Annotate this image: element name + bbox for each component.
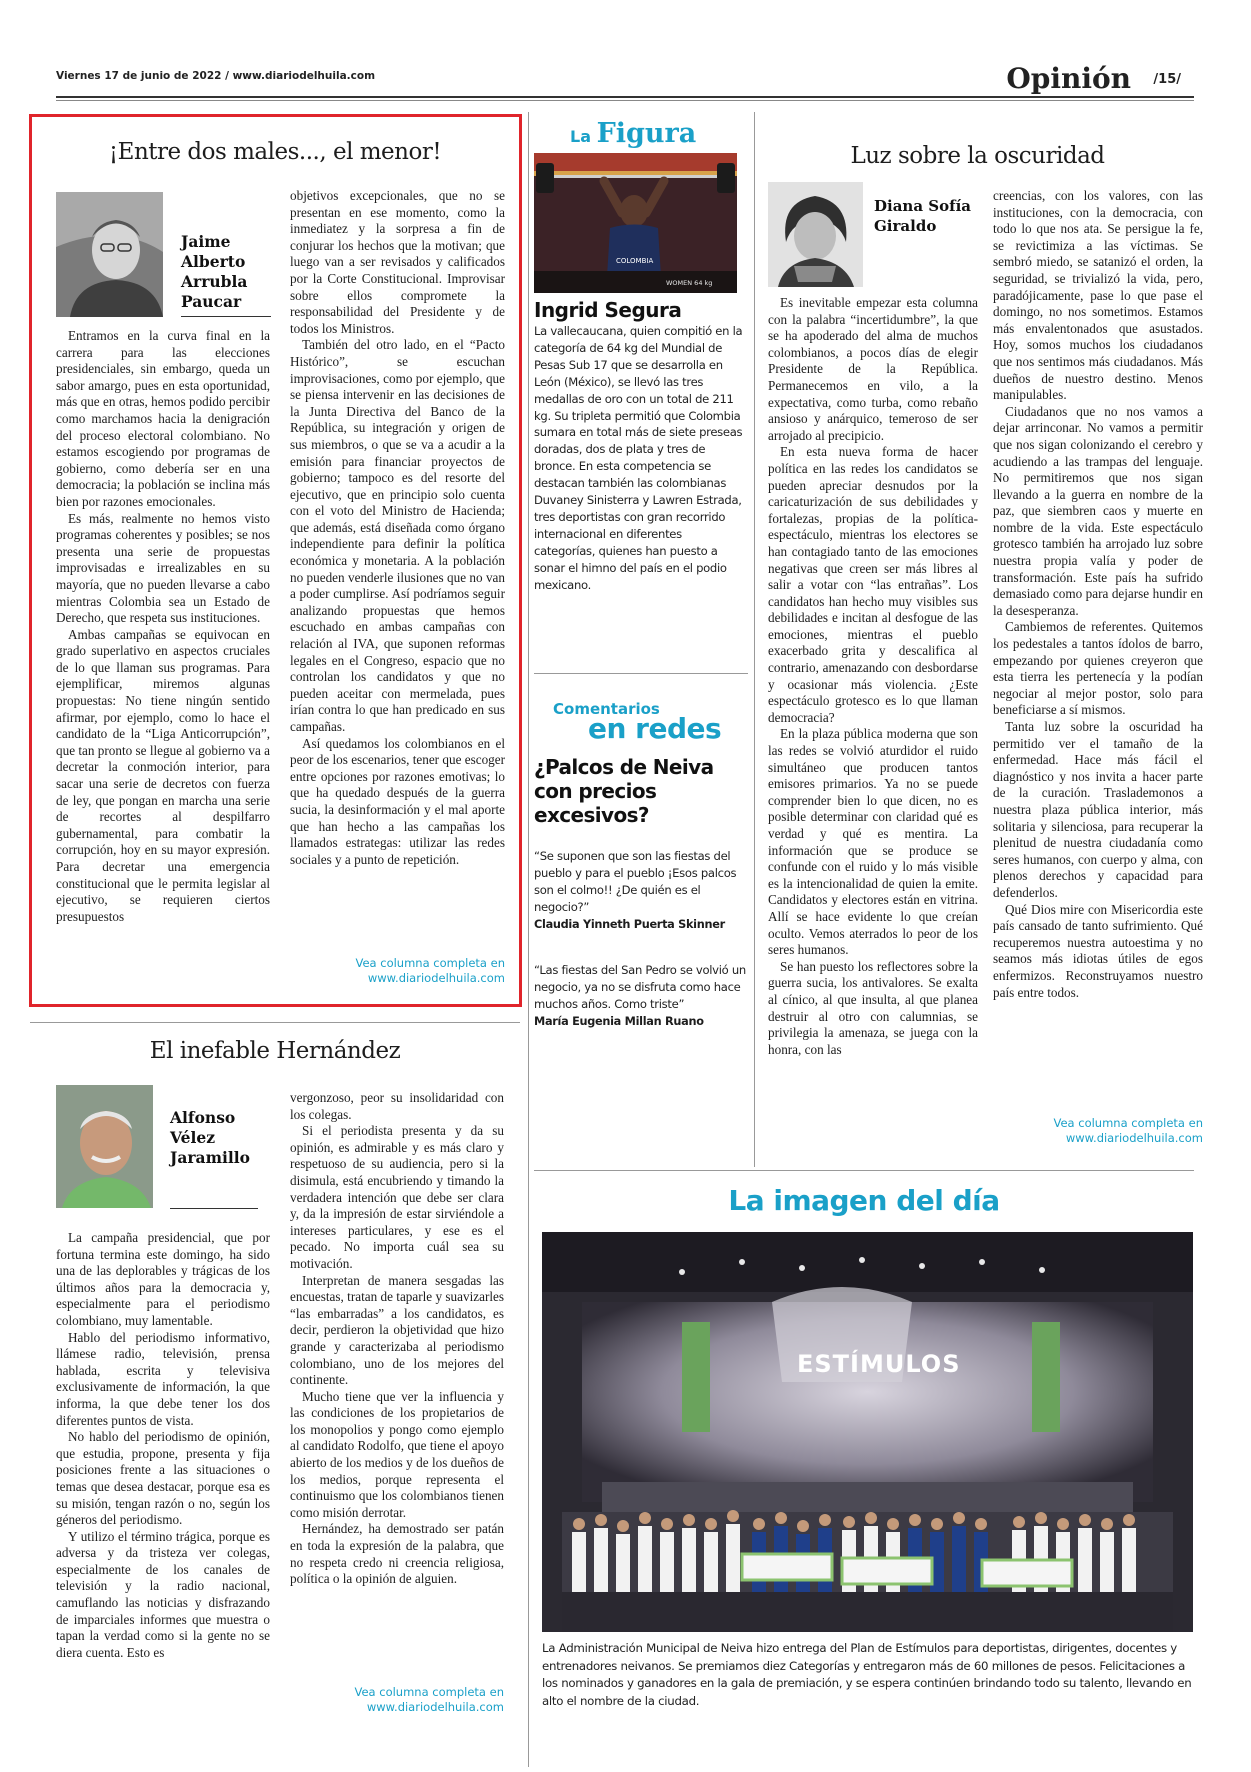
paragraph: Ciudadanos que no nos vamos a dejar arrinconar. No vamos a permitir que nos sigan colonizando el cerebro y acudiendo a las trampas del lenguaje. No permitiremos que nos sigan llevando a la guerra en nombre de la paz, que siembren caos y muerte en nombre de la vida. Este espectáculo grotesco también ha arrojado luz sobre nuestra propia valía y poder de transformación. Este país ha sufrido demasiado como para dejarse hundir en la desesperanza. — [993, 403, 1203, 618]
imagen-photo — [542, 1232, 1193, 1632]
paragraph: creencias, con los valores, con las instituciones, con la democracia, con todo lo que nos ata. Se persigue la fe, se revictimiza a las víctimas. Se sembró miedo, se satanizó el orden, la seguridad, se trivializó la vida, pero, paradójicamente, pase lo que pase el domingo, no nos sometimos. Estamos más envalentonados que asustados. Hoy, somos muchos los ciudadanos que nos sentimos más ciudadanos. Más dueños de nuestro destino. Menos manipulables. — [993, 188, 1203, 403]
imagen-caption: La Administración Municipal de Neiva hizo entrega del Plan de Estímulos para deportistas, dirigentes, docentes y entrenadores neivanos. Se premiamos diez Categorías y entregaron más de 60 millones de pesos. Felicitaciones a los nominados y ganadores en la gala de premiación, y se espera continúen brindando todo su talento, llevando en alto el nombre de la ciudad. — [542, 1641, 1192, 1708]
col3-title: Luz sobre la oscuridad — [850, 143, 1105, 169]
link-label[interactable]: Vea columna completa en — [354, 1685, 504, 1699]
paragraph: Tanta luz sobre la oscuridad ha permitido ver el tamaño de la enfermedad. Hace más fácil el diagnóstico y nos invita a hacer parte de la curación. Traslademonos a nuestra plaza pública interior, más solitaria y silenciosa, para recuperar la plenitud de nuestra ciudadanía como seres humanos, con cuerpo y alma, con plenos derechos y capacidad para defenderlos. — [993, 719, 1203, 900]
redes-comment — [534, 962, 746, 1028]
paragraph: Ambas campañas se equivocan en grado superlativo en aspectos cruciales de lo que llaman sus programas. Para ejemplificar, miremos algunas propuestas: No tiene ningún sentido afirmar, por ejemplo, como lo hace el candidato de la “Liga Anticorrupción”, que tan pronto se llegue al gobierno va a decretar la conmoción interior, para sacar una serie de decretos con fuerza de ley, que pongan en marcha una serie de recortes al despilfarro gubernamental, para combatir la corrupción, hoy en su mayor expresión. Para decretar una emergencia constitucional que le permita legislar al ejecutivo, se requieren ciertos presupuestos — [56, 626, 270, 924]
col2-right-text — [290, 1090, 504, 1588]
col2-top-divider — [30, 1022, 520, 1023]
figura-text: La vallecaucana, quien compitió en la categoría de 64 kg del Mundial de Pesas Sub 17 que se desarrolla en León (México), se llevó las tres medallas de oro con un total de 211 kg. Su tripleta permitió que Colombia sumara en total más de siete preseas doradas, dos de plata y tres de bronce. En esta competencia se destacan también las colombianas Duvaney Sinisterra y Lawren Estrada, tres deportistas con gran recorrido internacional en diferentes categorías, quienes han puesto a sonar el himno del país en el podio mexicano. — [534, 324, 743, 592]
paragraph: Mucho tiene que ver la influencia y las condiciones de los propietarios de los monopolios y pongo como ejemplo al candidato Rodolfo, que tiene el apoyo abierto de los medios y de los dueños de los medios, porque representa el continuismo que los colombianos tienen como misión derrotar. — [290, 1388, 504, 1520]
author-name-line: Jaime — [181, 232, 231, 251]
author-underline — [181, 316, 271, 317]
photo-banner-text: WOMEN 64 kg — [666, 279, 713, 287]
col3-author-photo — [768, 182, 863, 287]
author-name-line: Arrubla — [181, 272, 248, 291]
author-name-line: Alberto — [181, 252, 246, 271]
author-name-line: Jaramillo — [170, 1148, 250, 1167]
link-url[interactable]: www.diariodelhuila.com — [366, 1700, 504, 1714]
col1-right-text — [290, 188, 505, 868]
column-divider-2 — [754, 112, 755, 1167]
redes-headline: ¿Palcos de Neiva con precios excesivos? — [534, 755, 714, 827]
comment-author: María Eugenia Millan Ruano — [534, 1014, 704, 1028]
paragraph: En esta nueva forma de hacer política en las redes los candidatos se pueden apreciar desnudos por la caricaturización de sus debilidades y fortalezas, propias de la política-espectáculo, mientras los electores se han contagiado tanto de las emociones negativas que creen ser más libres al salir a votar con “las entrañas”. Los candidatos han hecho muy visibles sus debilidades e incitan al desfogue de las emociones, mientras el pueblo exacerbado grita y descalifica al contrario, amenazando con desbordarse y ocasionar más violencia. ¿Este espectáculo grotesco es lo que llaman democracia? — [768, 444, 978, 725]
col3-left-text — [768, 295, 978, 1058]
header-date-line: Viernes 17 de junio de 2022 / www.diariodelhuila.com — [56, 70, 376, 82]
col1-left-text — [56, 328, 270, 925]
figura-kicker: La — [570, 127, 591, 146]
comment-text: “Las fiestas del San Pedro se volvió un negocio, ya no se disfruta como hace muchos años. Como triste” — [534, 963, 746, 1011]
col1-author-name — [181, 232, 247, 312]
col1-author-photo — [56, 192, 163, 317]
page-number: /15/ — [1153, 72, 1181, 87]
author-name-line: Paucar — [181, 292, 242, 311]
paragraph: La campaña presidencial, que por fortuna termina este domingo, ha sido una de las deplorables y trágicas de los últimos años para la democracia y, especialmente para el periodismo colombiano, muy lamentable. — [56, 1230, 270, 1328]
author-portrait-icon — [56, 192, 163, 317]
author-name-line: Vélez — [170, 1128, 216, 1147]
paragraph: Si el periodista presenta y da su opinión, es admirable y es más claro y respetuoso de su audiencia, pero si la disimula, está encubriendo y timando la verdadera intención que debe ser clara y, da la impresión de estar sirviéndole a intereses particulares, y ese es el pecado. No importa cuál sea su motivación. — [290, 1123, 504, 1271]
imagen-title: La imagen del día — [728, 1184, 1000, 1217]
link-url[interactable]: www.diariodelhuila.com — [367, 971, 505, 985]
section-title: Opinión — [1006, 62, 1131, 95]
header-rule-thin — [56, 100, 1194, 101]
paragraph: En la plaza pública moderna que son las redes se volvió aturdidor el ruido simultáneo que producen tantos emisores primarios. Ya no se puede comprender bien lo que dicen, no es posible determinar con claridad qué es verdad y qué es mentira. La información que se produce se confunde con el ruido y lo más visible es la intencionalidad de quien la emite. Candidatos y electores están en vitrina. Allí se hace evidente lo que creían oculto. Vemos aterrados lo peor de los seres humanos. — [768, 726, 978, 958]
column-divider-1 — [528, 112, 529, 1767]
comment-text: “Se suponen que son las fiestas del pueblo y para el pueblo ¡Esos palcos son el colmo!! ¿De quién es el negocio?” — [534, 849, 737, 914]
photo-shirt-text: COLOMBIA — [616, 257, 654, 265]
paragraph: Hablo del periodismo informativo, llámese radio, televisión, prensa hablada, escrita y televisiva exclusivamente de información, la que informa, la que debe tener los dos diferentes puntos de vista. — [56, 1329, 270, 1428]
paragraph: Se han puesto los reflectores sobre la guerra sucia, los antivalores. Se exalta al cínico, al que insulta, al que planea destruir al otro con calumnias, se privilegia la amenaza, se juega con la honra, con las — [768, 958, 978, 1057]
weightlifter-photo-icon — [534, 153, 737, 293]
imagen-top-divider — [534, 1170, 1194, 1171]
author-underline — [170, 1208, 258, 1209]
col3-link[interactable] — [993, 1116, 1203, 1146]
author-portrait-icon — [768, 182, 863, 287]
redes-kicker: Comentarios — [553, 700, 660, 718]
col2-link[interactable] — [290, 1685, 504, 1715]
link-label[interactable]: Vea columna completa en — [355, 956, 505, 970]
link-label[interactable]: Vea columna completa en — [1053, 1116, 1203, 1130]
paragraph: También del otro lado, en el “Pacto Histórico”, se escuchan improvisaciones, como por ejemplo, que se piensa intervenir en las decisiones de la Junta Directiva del Banco de la República, su integración y origen de sus miembros, o que se va a acudir a la emisión para financiar proyectos de gobierno; tampoco es del resorte del ejecutivo, que en principio solo cuenta con el voto del Ministro de Hacienda; que además, está diseñada como órgano independiente para definir la política económica y monetaria. A la población no pueden venderle ilusiones que no van a poder cumplirse. Así podríamos seguir analizando propuestas que hemos escuchado en ambas campañas con relación al IVA, que suponen reformas legales en el Congreso, espacio que no controlan los candidatos y que no pueden aceitar con mermelada, pues irían contra lo que han predicado en sus campañas. — [290, 337, 505, 734]
figura-photo — [534, 153, 737, 293]
col1-title: ¡Entre dos males..., el menor! — [108, 139, 442, 165]
figura-heading — [570, 118, 696, 149]
col2-author-photo — [56, 1085, 153, 1208]
author-name-line: Giraldo — [874, 217, 937, 235]
redes-comment — [534, 848, 746, 931]
figura-title: Figura — [596, 118, 697, 149]
paragraph: No hablo del periodismo de opinión, que estudia, propone, presenta y fija posiciones frente a las situaciones o temas que desea destacar, porque esa es su misión, tengan razón o no, según los géneros del periodismo. — [56, 1429, 270, 1528]
paragraph: vergonzoso, peor su insolidaridad con los colegas. — [290, 1090, 504, 1122]
ceremony-photo-icon — [542, 1232, 1193, 1632]
col2-left-text — [56, 1230, 270, 1661]
paragraph: objetivos excepcionales, que no se presentan en ese momento, como la inmediatez y la sorpresa a fin de conjurar los hechos que la motivan; que luego van a ser revisados y calificados por la Corte Constitucional. Improvisar sobre ellos compromete la responsabilidad del Presidente y de todos los Ministros. — [290, 188, 505, 336]
paragraph: Cambiemos de referentes. Quitemos los pedestales a tantos ídolos de barro, empezando por quienes creyeron que esta tierra les pertenecía y la podían negociar al mejor postor, solo para beneficiarse a sí mismos. — [993, 619, 1203, 718]
author-name-line: Alfonso — [170, 1108, 236, 1127]
paragraph: Y utilizo el término trágica, porque es adversa y da tristeza ver colegas, especialmente de los canales de televisión y la radio nacional, camuflando las noticias y disfrazando de imparciales informes que muestra o tapan la verdad como si la gente no se diera cuenta. Esto es — [56, 1528, 270, 1660]
col3-right-text — [993, 188, 1203, 1001]
paragraph: Es inevitable empezar esta columna con la palabra “incertidumbre”, la que se ha apoderado del alma de muchos colombianos, a pocos días de elegir Presidente de la República. Permanecemos en vilo, a la expectativa, como turba, como rebaño ansioso y anárquico, temeroso de ser arrojado al precipicio. — [768, 295, 978, 443]
author-portrait-icon — [56, 1085, 153, 1208]
col1-link[interactable] — [290, 956, 505, 986]
photo-stage-text: ESTÍMULOS — [797, 1350, 961, 1378]
col3-author-name — [874, 196, 971, 236]
paragraph: Interpretan de manera sesgadas las encuestas, tratan de taparle y suavizarles “las embarradas” a los candidatos, es decir, perdieron la objetividad que hizo grande y caracterizaba al periodismo colombiano, uno de los mejores del continente. — [290, 1272, 504, 1388]
author-name-line: Diana Sofía — [874, 197, 971, 215]
paragraph: Qué Dios mire con Misericordia este país cansado de tanto sufrimiento. Qué recuperemos nuestra autoestima y no seamos más idiotas útiles de egos enfermizos. Reconstruyamos nuestro país entre todos. — [993, 901, 1203, 1000]
redes-title: en redes — [588, 712, 722, 745]
header-rule — [56, 96, 1194, 98]
figura-name: Ingrid Segura — [534, 298, 682, 322]
col2-author-name — [170, 1108, 250, 1168]
col2-title: El inefable Hernández — [149, 1038, 401, 1064]
comment-author: Claudia Yinneth Puerta Skinner — [534, 917, 725, 931]
paragraph: Entramos en la curva final en la carrera para las elecciones presidenciales, sin embargo, queda un sabor amargo, pues en esta oportunidad, más que en otras, hemos podido percibir como marchamos hacia la denigración del proceso electoral colombiano. No estamos escogiendo por programas de gobierno, como debería ser en una democracia; la población se inclina más bien por razones emocionales. — [56, 328, 270, 509]
paragraph: Es más, realmente no hemos visto programas coherentes y posibles; se nos presenta una serie de propuestas improvisadas e irrealizables en su mayoría, que no pueden llevarse a cabo mientras Colombia sea un Estado de Derecho, que respeta sus instituciones. — [56, 510, 270, 626]
figura-divider — [534, 673, 748, 674]
paragraph: Hernández, ha demostrado ser patán en toda la expresión de la palabra, que no respeta credo ni creencia religiosa, política o la opinión de alguien. — [290, 1521, 504, 1587]
paragraph: Así quedamos los colombianos en el peor de los escenarios, tener que escoger entre opciones por razones emotivas; lo que ha quedado después de la guerra sucia, la desinformación y el mal aporte que han hecho a las campañas los llamados estrategas: utilizar las redes sociales y a punto de repetición. — [290, 735, 505, 867]
link-url[interactable]: www.diariodelhuila.com — [1065, 1131, 1203, 1145]
